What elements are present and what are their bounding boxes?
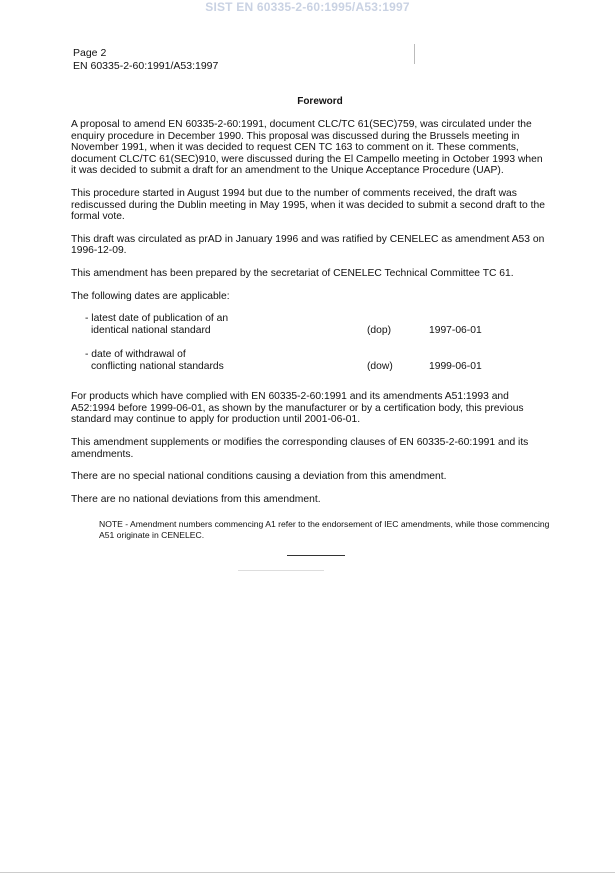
paragraph: This amendment supplements or modifies the corresponding clauses of EN 60335-2-60:1991 and its amendments. [71, 436, 529, 460]
date-label-line: - latest date of publication of an [85, 313, 229, 325]
date-label [85, 313, 345, 336]
note: NOTE - Amendment numbers commencing A1 refer to the endorsement of IEC amendments, while those commencing A51 originate in CENELEC. [99, 519, 550, 540]
date-label-line: - date of withdrawal of [85, 349, 186, 361]
foreword-heading: Foreword [297, 96, 343, 107]
date-label-line: identical national standard [91, 324, 211, 336]
date-label [85, 349, 345, 372]
scan-mark [0, 872, 615, 873]
date-row-dop [85, 313, 549, 347]
date-value: 1999-06-01 [429, 361, 482, 373]
date-abbreviation: (dop) [367, 325, 392, 337]
paragraph: There are no national deviations from this amendment. [71, 493, 321, 505]
date-label-line: conflicting national standards [91, 360, 224, 372]
watermark: SIST EN 60335-2-60:1995/A53:1997 [205, 0, 410, 14]
paragraph: There are no special national conditions causing a deviation from this amendment. [71, 471, 447, 483]
date-row-dow [85, 349, 549, 383]
paragraph: A proposal to amend EN 60335-2-60:1991, document CLC/TC 61(SEC)759, was circulated under the enquiry procedure in December 1990. This proposal was discussed during the Brussels meeting in November 1991, when it was decided to request CEN TC 163 to comment on it. These comments, document CLC/TC 61(SEC)910, were discussed during the El Campello meeting in October 1993 when it was decided to submit a draft for an amendment to the Unique Acceptance Procedure (UAP). [71, 119, 543, 177]
paragraph: This draft was circulated as prAD in January 1996 and was ratified by CENELEC as amendment A53 on 1996-12-09. [71, 233, 545, 257]
date-abbreviation: (dow) [367, 361, 393, 373]
end-rule [287, 555, 345, 556]
paragraph: This amendment has been prepared by the secretariat of CENELEC Technical Committee TC 61. [71, 267, 514, 279]
page-number: Page 2 [73, 47, 107, 59]
document-body [71, 119, 549, 540]
document-id: EN 60335-2-60:1991/A53:1997 [73, 59, 219, 72]
date-value: 1997-06-01 [429, 325, 482, 337]
page-header [73, 47, 218, 72]
paragraph: The following dates are applicable: [71, 290, 230, 302]
paragraph: This procedure started in August 1994 but due to the number of comments received, the draft was rediscussed during the Dublin meeting in May 1995, when it was decided to submit a second draft to the formal vote. [71, 187, 545, 223]
scan-mark [238, 570, 324, 571]
paragraph: For products which have complied with EN 60335-2-60:1991 and its amendments A51:1993 and A52:1994 before 1999-06-01, as shown by the manufacturer or by a certification body, this previous standard may continue to apply for production until 2001-06-01. [71, 391, 524, 426]
scan-mark [414, 44, 415, 64]
applicable-dates [85, 313, 549, 383]
